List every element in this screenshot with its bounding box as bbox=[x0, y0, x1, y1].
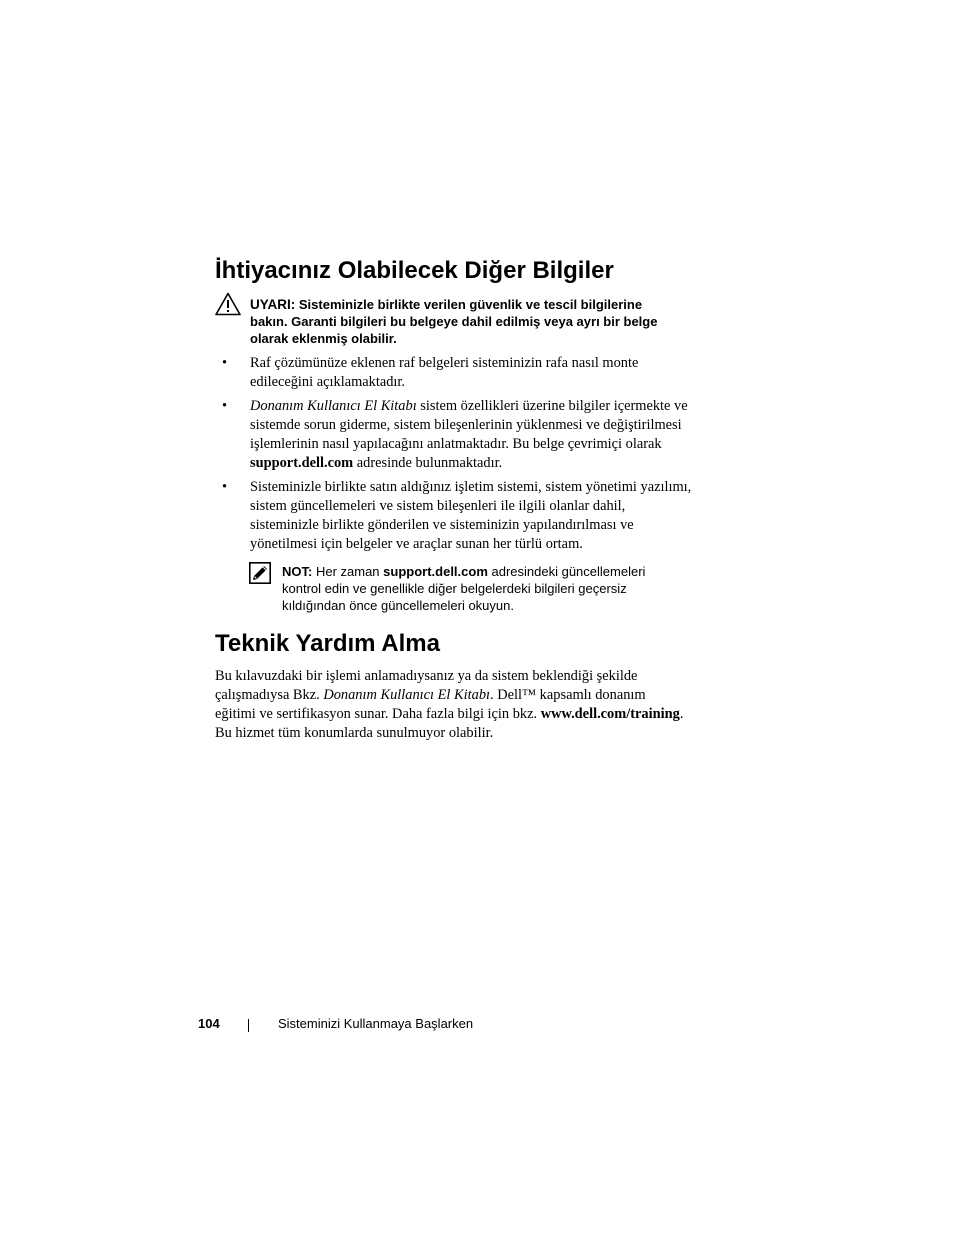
bullet-text-line: edileceğini açıklamaktadır. bbox=[250, 374, 406, 390]
paragraph-line: Bu kılavuzdaki bir işlemi anlamadıysanız ya da sistem beklendiği şekilde bbox=[215, 668, 638, 684]
note-text bbox=[282, 563, 722, 614]
page-footer bbox=[0, 1015, 954, 1037]
bullet-marker: • bbox=[222, 355, 228, 371]
paragraph-fragment: eğitimi ve sertifikasyon sunar. Daha fazla bilgi için bkz. bbox=[215, 706, 541, 722]
paragraph-line: Bu hizmet tüm konumlarda sunulmuyor olabilir. bbox=[215, 725, 494, 741]
note-pencil-icon bbox=[249, 562, 271, 584]
bullet-text-line: işlemlerinin nasıl yapılacağını anlatmaktadır. Bu belge çevrimiçi olarak bbox=[250, 436, 662, 452]
page-number: 104 bbox=[198, 1016, 220, 1031]
manual-title-italic: Donanım Kullanıcı El Kitabı bbox=[250, 398, 417, 414]
bullet-text-line: sisteminizle birlikte gönderilen ve sisteminizin yapılandırılması ve bbox=[250, 517, 634, 533]
note-text-line: kontrol edin ve genellikle diğer belgelerdeki bilgileri geçersiz bbox=[282, 581, 627, 596]
bullet-text-line: adresinde bulunmaktadır. bbox=[353, 455, 503, 471]
section-heading-tech-support: Teknik Yardım Alma bbox=[215, 630, 440, 657]
paragraph-fragment: . bbox=[679, 706, 684, 722]
bullet-text-line: Raf çözümünüze eklenen raf belgeleri sisteminizin rafa nasıl monte bbox=[250, 355, 639, 371]
footer-divider bbox=[248, 1019, 249, 1032]
warning-line-2: bakın. Garanti bilgileri bu belgeye dahil edilmiş veya ayrı bir belge bbox=[250, 314, 658, 329]
note-label: NOT: bbox=[282, 564, 313, 579]
warning-text bbox=[250, 296, 720, 347]
bullet-text-line: sistem güncellemeleri ve sistem bileşenleri ile ilgili olanlar dahil, bbox=[250, 498, 626, 514]
manual-title-italic: Donanım Kullanıcı El Kitabı bbox=[323, 687, 491, 703]
bullet-marker: • bbox=[222, 398, 228, 414]
paragraph-fragment: . Dell™ kapsamlı donanım bbox=[490, 687, 646, 703]
note-text-line: kıldığından önce güncellemeleri okuyun. bbox=[282, 598, 514, 613]
bullet-text-line: yönetilmesi için belgeler ve araçlar sunan her türlü ortam. bbox=[250, 536, 583, 552]
note-support-link[interactable]: support.dell.com bbox=[383, 564, 488, 579]
note-text-fragment: adresindeki güncellemeleri bbox=[487, 564, 646, 579]
warning-line-3: olarak eklenmiş olabilir. bbox=[250, 331, 397, 346]
bullet-text-line: sistem özellikleri üzerine bilgiler içermekte ve bbox=[416, 398, 688, 414]
bullet-text-line: sistemde sorun giderme, sistem bileşenlerinin yüklenmesi ve değiştirilmesi bbox=[250, 417, 682, 433]
warning-triangle-icon bbox=[215, 292, 241, 316]
training-link[interactable]: www.dell.com/training bbox=[540, 706, 680, 722]
support-link[interactable]: support.dell.com bbox=[250, 455, 354, 471]
bullet-text-line: Sisteminizle birlikte satın aldığınız işletim sistemi, sistem yönetimi yazılımı, bbox=[250, 479, 692, 495]
note-text-fragment: Her zaman bbox=[312, 564, 384, 579]
paragraph-fragment: çalışmadıysa Bkz. bbox=[215, 687, 324, 703]
warning-line-1: Sisteminizle birlikte verilen güvenlik ve tescil bilgilerine bbox=[298, 297, 643, 312]
warning-label: UYARI: bbox=[250, 297, 296, 312]
section-heading-other-info: İhtiyacınız Olabilecek Diğer Bilgiler bbox=[215, 257, 614, 284]
tech-support-paragraph bbox=[215, 667, 725, 743]
bullet-marker: • bbox=[222, 479, 228, 495]
footer-section-title: Sisteminizi Kullanmaya Başlarken bbox=[278, 1016, 474, 1031]
